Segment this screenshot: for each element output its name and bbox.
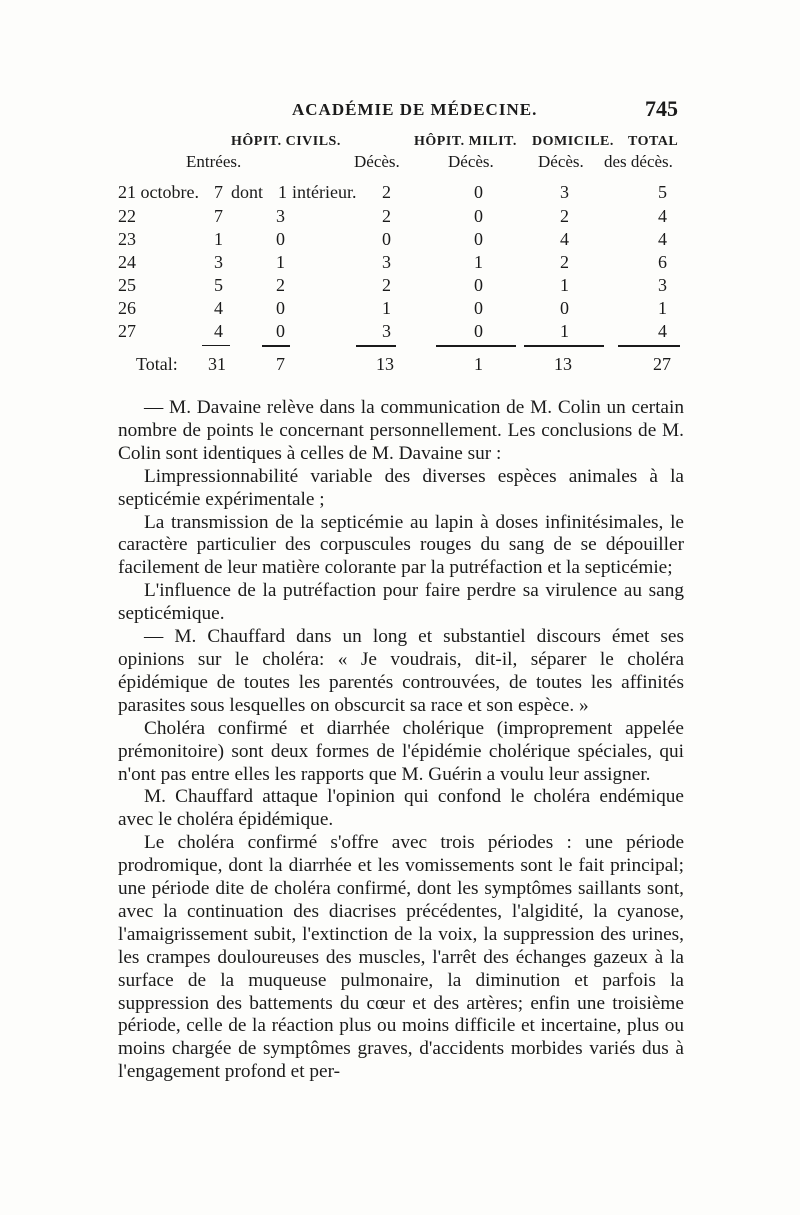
table-cell-deces-milit: 0	[474, 182, 483, 202]
running-head-title: ACADÉMIE DE MÉDECINE.	[292, 100, 538, 119]
body-text	[118, 397, 684, 1084]
table-cell-interieur: 1	[276, 252, 285, 272]
header-hopit-civils: HÔPIT. CIVILS.	[231, 134, 341, 149]
table-cell-entrees: 5	[214, 275, 223, 295]
paragraph: M. Chauffard attaque l'opinion qui confond le choléra endémique avec le choléra épidémique.	[118, 786, 684, 831]
table-cell-deces-civils: 2	[382, 182, 391, 202]
table-cell-day: 22	[118, 206, 136, 226]
totals-label: Total:	[136, 354, 178, 374]
sum-rule-deces-domicile	[524, 345, 604, 347]
table-cell-deces-milit: 0	[474, 275, 483, 295]
table-cell-deces-domicile: 2	[560, 206, 569, 226]
table-cell-deces-milit: 0	[474, 321, 483, 341]
table-cell-deces-civils: 3	[382, 321, 391, 341]
table-cell-deces-milit: 0	[474, 206, 483, 226]
table-cell-entrees: 4	[214, 321, 223, 341]
paragraph: Limpressionnabilité variable des diverses espèces animales à la septicémie expérimentale ;	[118, 465, 684, 510]
sum-rule-total	[618, 345, 680, 347]
header-hopit-milit: HÔPIT. MILIT.	[414, 134, 517, 149]
table-cell-interieur: 1	[278, 182, 287, 202]
table-cell-deces-civils: 3	[382, 252, 391, 272]
header-total: TOTAL	[628, 134, 679, 149]
table-cell-day: 21 octobre.	[118, 182, 199, 202]
table-cell-deces-milit: 0	[474, 298, 483, 318]
subheader-deces-civils: Décès.	[354, 152, 400, 171]
table-cell-entrees: 7	[214, 206, 223, 226]
table-cell-interieur: 2	[276, 275, 285, 295]
totals-total: 27	[653, 354, 671, 374]
table-cell-day: 27	[118, 321, 136, 341]
paragraph: L'influence de la putréfaction pour faire perdre sa virulence au sang septicémique.	[118, 580, 684, 625]
table-cell-deces-milit: 0	[474, 229, 483, 249]
table-cell-interieur: 0	[276, 321, 285, 341]
table-cell-entrees: 4	[214, 298, 223, 318]
subheader-des-deces: des décès.	[604, 152, 673, 171]
table-cell-deces-milit: 1	[474, 252, 483, 272]
table-cell-entrees: 7	[214, 182, 223, 202]
table-cell-entrees: 1	[214, 229, 223, 249]
table-cell-day: 26	[118, 298, 136, 318]
table-cell-deces-domicile: 2	[560, 252, 569, 272]
sum-rule-entrees	[202, 345, 230, 346]
table-cell-day: 24	[118, 252, 136, 272]
table-cell-dont: dont	[231, 182, 264, 202]
table-cell-interieur-label: intérieur.	[292, 182, 357, 202]
table-cell-total: 4	[658, 206, 667, 226]
table-cell-total: 1	[658, 298, 667, 318]
totals-entrees: 31	[208, 354, 226, 374]
totals-interieur: 7	[276, 354, 285, 374]
table-cell-total: 5	[658, 182, 667, 202]
table-cell-deces-domicile: 4	[560, 229, 569, 249]
paragraph: La transmission de la septicémie au lapin à doses infinitésimales, le caractère particulier des corpuscules rouges du sang de se dépouiller facilement de leur matière colorante par la putréfaction et la septicémie;	[118, 511, 684, 579]
sum-rule-interieur	[262, 345, 290, 347]
totals-deces-civils: 13	[376, 354, 394, 374]
table-cell-interieur: 0	[276, 298, 285, 318]
paragraph: — M. Chauffard dans un long et substantiel discours émet ses opinions sur le choléra: « Je voudrais, dit-il, séparer le choléra épidémique de toutes les parentés controuvées, de toutes les affinités parasites sous lesquelles on obscurcit sa race et son espèce. »	[118, 626, 684, 716]
paragraph: Le choléra confirmé s'offre avec trois périodes : une période prodromique, dont la diarrhée et les vomissements sont le fait principal; une période dite de choléra confirmé, dont les symptômes saillants sont, avec la continuation des diacrises précédentes, l'algidité, la cyanose, l'amaigrissement subit, l'extinction de la voix, la suppression des urines, les crampes douloureuses des muscles, l'arrêt des échanges gazeux à la surface de la muqueuse pulmonaire, la diminution et parfois la suppression des battements du cœur et des artères; enfin une troisième période, celle de la réaction plus ou moins difficile et incertaine, plus ou moins chargée de symptômes graves, d'accidents morbides variés dus à l'engagement profond et per-	[118, 832, 684, 1083]
sum-rule-deces-civils	[356, 345, 396, 347]
statistics-table	[0, 0, 800, 380]
table-cell-total: 3	[658, 275, 667, 295]
table-cell-interieur: 3	[276, 206, 285, 226]
totals-deces-milit: 1	[474, 354, 483, 374]
table-cell-deces-civils: 2	[382, 206, 391, 226]
header-domicile: DOMICILE.	[532, 134, 614, 149]
paragraph: Choléra confirmé et diarrhée cholérique (improprement appelée prémonitoire) sont deux formes de l'épidémie cholérique spéciales, qui n'ont pas entre elles les rapports que M. Guérin a voulu leur assigner.	[118, 717, 684, 785]
subheader-entrees: Entrées.	[186, 152, 242, 171]
table-cell-total: 4	[658, 229, 667, 249]
table-cell-deces-civils: 0	[382, 229, 391, 249]
table-cell-interieur: 0	[276, 229, 285, 249]
table-cell-total: 6	[658, 252, 667, 272]
subheader-deces-domicile: Décès.	[538, 152, 584, 171]
page-number: 745	[645, 96, 678, 121]
table-cell-deces-domicile: 0	[560, 298, 569, 318]
table-cell-day: 25	[118, 275, 136, 295]
table-cell-day: 23	[118, 229, 136, 249]
table-cell-deces-domicile: 3	[560, 182, 569, 202]
subheader-deces-milit: Décès.	[448, 152, 494, 171]
table-cell-deces-domicile: 1	[560, 275, 569, 295]
table-cell-entrees: 3	[214, 252, 223, 272]
table-cell-deces-civils: 2	[382, 275, 391, 295]
totals-deces-domicile: 13	[554, 354, 572, 374]
table-cell-deces-civils: 1	[382, 298, 391, 318]
table-cell-deces-domicile: 1	[560, 321, 569, 341]
paragraph: — M. Davaine relève dans la communication de M. Colin un certain nombre de points le concernant personnellement. Les conclusions de M. Colin sont identiques à celles de M. Davaine sur :	[118, 397, 684, 464]
sum-rule-deces-milit	[436, 345, 516, 347]
table-cell-total: 4	[658, 321, 667, 341]
